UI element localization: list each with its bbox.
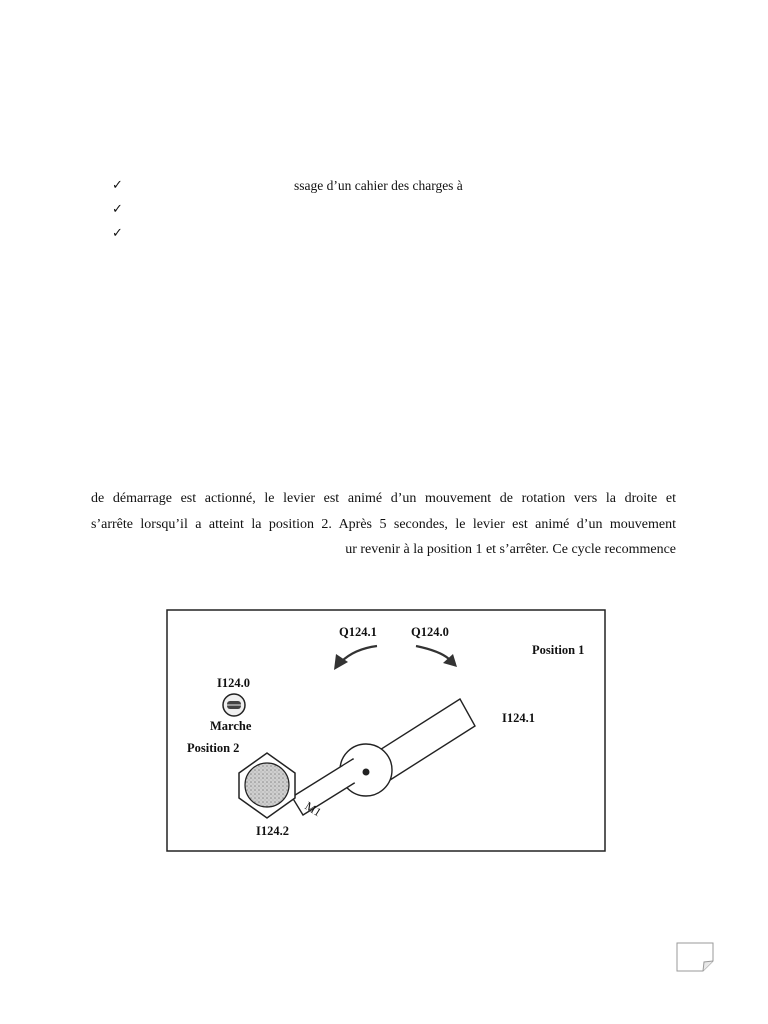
body-paragraph	[91, 486, 676, 563]
q1240-label: Q124.0	[411, 625, 449, 639]
lever-system-diagram	[166, 609, 606, 852]
i1242-label: I124.2	[256, 824, 289, 838]
checklist-item-text: ssage d’un cahier des charges à	[294, 178, 463, 193]
checkmark-icon: ✓	[112, 178, 123, 193]
position-2-stop	[239, 753, 295, 818]
marche-label: Marche	[210, 719, 252, 733]
lever	[292, 699, 475, 815]
q1241-label: Q124.1	[339, 625, 377, 639]
paragraph-line: de démarrage est actionné, le levier est animé d’un mouvement de rotation vers la droite et	[91, 491, 676, 506]
rotation-arrow-left	[334, 646, 377, 670]
m1-label: M1	[302, 798, 324, 820]
checkmark-icon: ✓	[112, 202, 123, 217]
checkmark-icon: ✓	[112, 226, 123, 241]
rotation-arrow-right	[416, 646, 457, 667]
start-button	[223, 694, 245, 716]
i1240-label: I124.0	[217, 676, 250, 690]
position-1-label: Position 1	[532, 643, 585, 657]
page-curl-icon	[676, 942, 716, 972]
position-2-label: Position 2	[187, 741, 240, 755]
paragraph-line: s’arrête lorsqu’il a atteint la position 2. Après 5 secondes, le levier est animé d’un mouvement	[91, 516, 676, 532]
paragraph-line: ur revenir à la position 1 et s’arrêter. Ce cycle recommence	[345, 542, 676, 557]
i1241-label: I124.1	[502, 711, 535, 725]
